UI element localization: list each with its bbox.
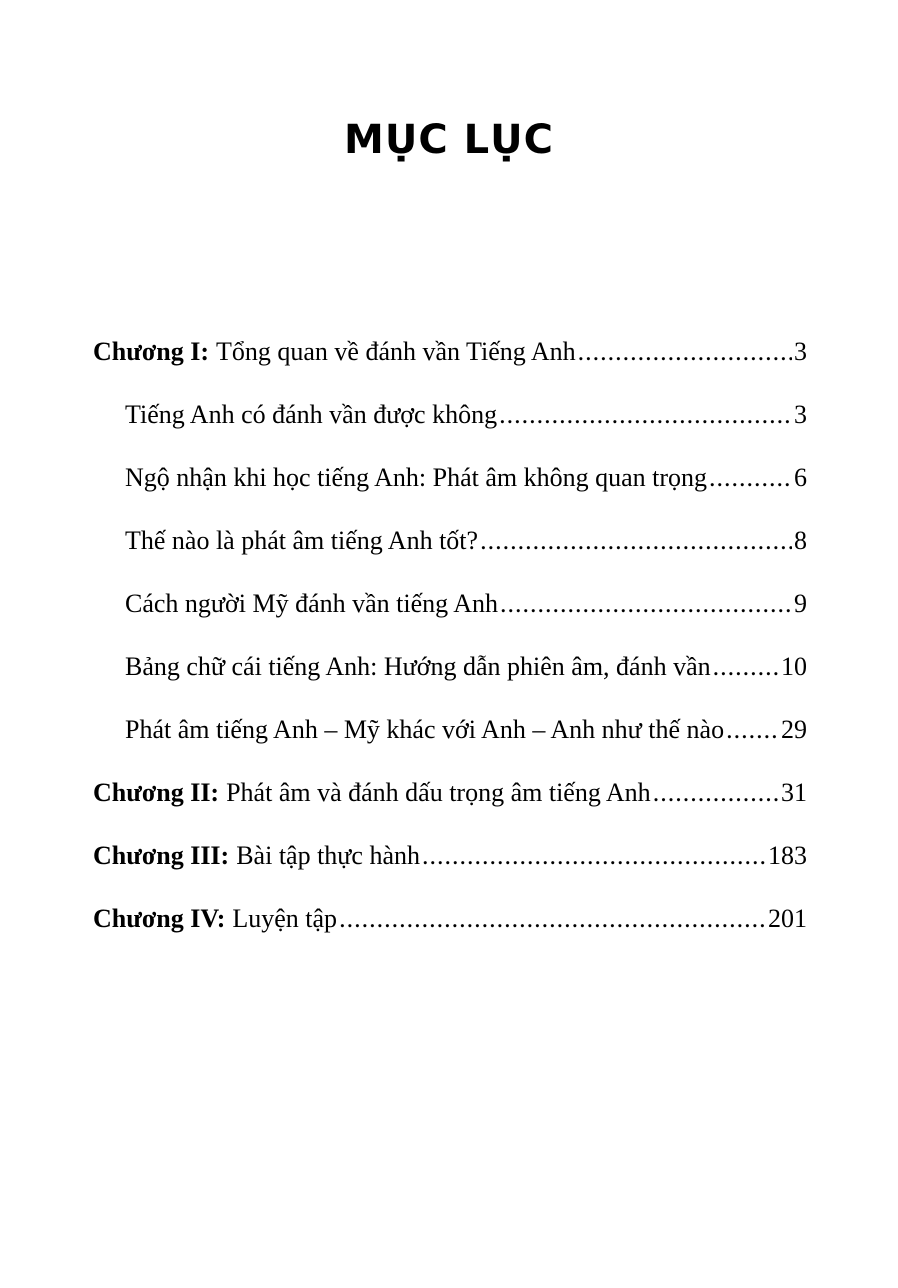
toc-entry-chapter-1	[93, 328, 807, 391]
toc-entry-title: Bài tập thực hành	[236, 841, 420, 870]
toc-page-number: 29	[781, 715, 807, 744]
toc-entry-chapter-3	[93, 832, 807, 895]
toc-dot-leader	[578, 328, 792, 376]
toc-entry-section	[93, 706, 807, 769]
toc-chapter-label: Chương III:	[93, 841, 230, 870]
toc-dot-leader	[653, 769, 779, 817]
toc-entry-section	[93, 391, 807, 454]
toc-page-number: 183	[768, 841, 807, 870]
toc-chapter-label: Chương I:	[93, 337, 209, 366]
toc-page-number: 31	[781, 778, 807, 807]
toc-dot-leader	[422, 832, 766, 880]
toc-dot-leader	[709, 454, 792, 502]
toc-page-number: 10	[781, 652, 807, 681]
toc-entry-title: Cách người Mỹ đánh vần tiếng Anh	[125, 589, 499, 618]
toc-page-number: 3	[794, 337, 807, 366]
toc-entry-title: Ngộ nhận khi học tiếng Anh: Phát âm không quan trọng	[125, 463, 708, 492]
toc-entry-title: Bảng chữ cái tiếng Anh: Hướng dẫn phiên âm, đánh vần	[125, 652, 711, 681]
toc-entry-title: Thế nào là phát âm tiếng Anh tốt?	[125, 526, 479, 555]
toc-dot-leader	[339, 895, 766, 943]
toc-page-number: 3	[794, 400, 807, 429]
toc-dot-leader	[713, 643, 779, 691]
toc-dot-leader	[726, 706, 779, 754]
toc-dot-leader	[500, 580, 792, 628]
toc-page-number: 9	[794, 589, 807, 618]
toc-entry-title: Tổng quan về đánh vần Tiếng Anh	[215, 337, 576, 366]
toc-chapter-label: Chương II:	[93, 778, 220, 807]
table-of-contents	[93, 328, 807, 958]
toc-entry-chapter-4	[93, 895, 807, 958]
toc-dot-leader	[499, 391, 792, 439]
toc-entry-section	[93, 643, 807, 706]
toc-page-number: 6	[794, 463, 807, 492]
toc-page-number: 201	[768, 904, 807, 933]
page-title: MỤC LỤC	[344, 117, 554, 163]
toc-entry-chapter-2	[93, 769, 807, 832]
toc-entry-section	[93, 580, 807, 643]
toc-entry-title: Tiếng Anh có đánh vần được không	[125, 400, 498, 429]
toc-entry-title: Phát âm tiếng Anh – Mỹ khác với Anh – Anh như thế nào	[125, 715, 725, 744]
toc-entry-section	[93, 454, 807, 517]
toc-entry-title: Luyện tập	[232, 904, 338, 933]
toc-entry-title: Phát âm và đánh dấu trọng âm tiếng Anh	[226, 778, 651, 807]
toc-chapter-label: Chương IV:	[93, 904, 226, 933]
toc-entry-section	[93, 517, 807, 580]
toc-dot-leader	[480, 517, 792, 565]
toc-page-number: 8	[794, 526, 807, 555]
